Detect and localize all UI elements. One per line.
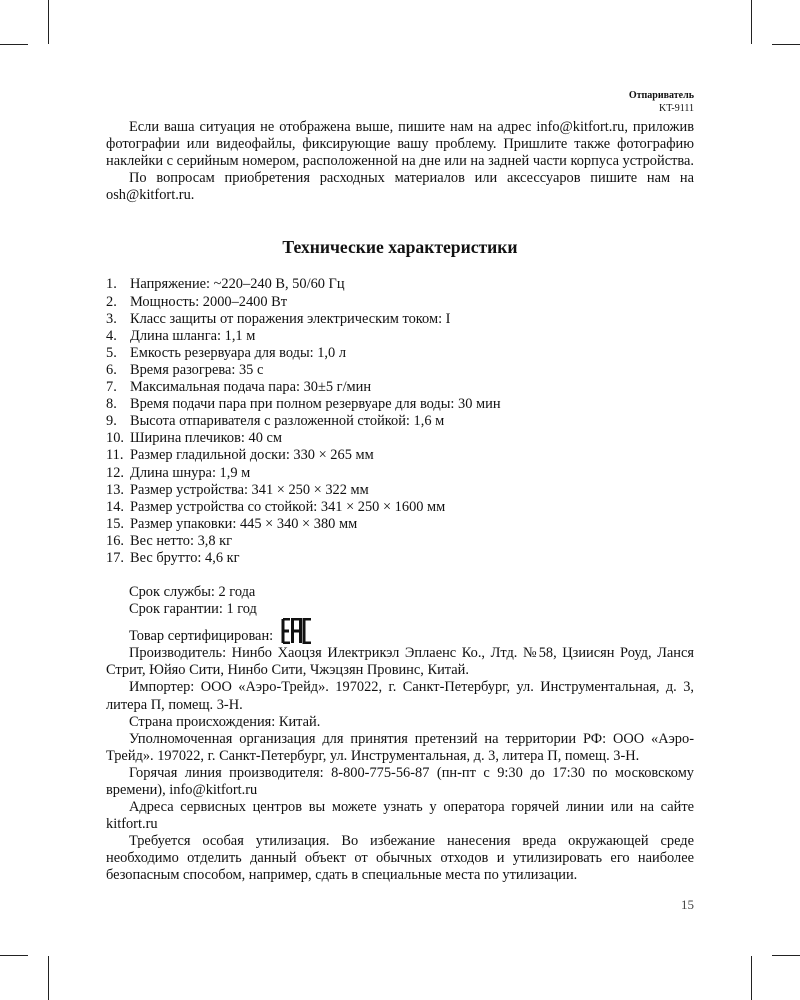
- spec-text: Класс защиты от поражения электрическим током: I: [130, 310, 451, 327]
- spec-number: 10.: [106, 430, 124, 447]
- spec-item: [106, 447, 694, 464]
- intro-paragraph: По вопросам приобретения расходных материалов или аксессуаров пишите нам на osh@kitfort.ru.: [106, 170, 694, 204]
- spec-number: 8.: [106, 396, 117, 413]
- hotline-info: Горячая линия производителя: 8-800-775-56-87 (пн-пт с 9:30 до 17:30 по московскому времени), info@kitfort.ru: [106, 764, 694, 798]
- spec-text: Напряжение: ~220–240 В, 50/60 Гц: [130, 276, 345, 293]
- warranty-period: Срок гарантии: 1 год: [129, 601, 257, 618]
- spec-text: Длина шнура: 1,9 м: [130, 464, 251, 481]
- spec-text: Максимальная подача пара: 30±5 г/мин: [130, 379, 372, 396]
- crop-mark: [0, 44, 28, 45]
- page-content: [106, 119, 694, 885]
- crop-mark: [751, 956, 752, 1000]
- spec-number: 15.: [106, 515, 124, 532]
- spec-number: 1.: [106, 276, 117, 293]
- spec-item: [106, 430, 694, 447]
- product-title: Отпариватель: [628, 90, 694, 101]
- spec-number: 11.: [106, 447, 124, 464]
- crop-mark: [48, 0, 49, 44]
- manufacturer-info: Производитель: Нинбо Хаоцзя Илектрикэл Эплаенс Ко., Лтд. №58, Цзиисян Роуд, Ланся Стрит, Юйяо Сити, Нинбо Сити, Чжэцзян Провинс, Китай.: [106, 645, 694, 679]
- spec-item: [106, 413, 694, 430]
- spec-text: Длина шланга: 1,1 м: [130, 327, 256, 344]
- country-of-origin: Страна происхождения: Китай.: [129, 713, 321, 730]
- certified-label: Товар сертифицирован:: [129, 628, 274, 645]
- spec-number: 9.: [106, 413, 117, 430]
- spec-text: Размер гладильной доски: 330 × 265 мм: [130, 447, 374, 464]
- spec-item: [106, 550, 694, 567]
- spec-item: [106, 465, 694, 482]
- authorized-organization: Уполномоченная организация для принятия претензий на территории РФ: ООО «Аэро-Трейд». 197022, г. Санкт-Петербург, ул. Инструментальная, д. 3, литера П, помещ. 3-Н.: [106, 730, 694, 764]
- spec-text: Время подачи пара при полном резервуаре для воды: 30 мин: [130, 396, 501, 413]
- spec-item: [106, 276, 694, 293]
- spec-item: [106, 516, 694, 533]
- crop-mark: [0, 955, 28, 956]
- spec-number: 4.: [106, 327, 117, 344]
- page-number: 15: [681, 897, 694, 912]
- spec-number: 2.: [106, 293, 117, 310]
- spec-number: 5.: [106, 344, 117, 361]
- spec-number: 3.: [106, 310, 117, 327]
- crop-mark: [772, 955, 800, 956]
- spec-number: 7.: [106, 379, 117, 396]
- spec-text: Время разогрева: 35 с: [130, 361, 264, 378]
- spec-number: 17.: [106, 549, 124, 566]
- intro-paragraph: Если ваша ситуация не отображена выше, пишите нам на адрес info@kitfort.ru, приложив фотографии или видеофайлы, фиксирующие вашу проблему. Пришлите также фотографию наклейки с серийным номером, расположенной на дне или на задней части корпуса устройства.: [106, 119, 694, 170]
- disposal-info: Требуется особая утилизация. Во избежание нанесения вреда окружающей среде необходимо отделить данный объект от обычных отходов и утилизировать его наиболее безопасным способом, например, сдать в специальные места по утилизации.: [106, 833, 694, 884]
- certification-line: [106, 618, 694, 645]
- model-number: KT-9111: [659, 103, 694, 114]
- spec-text: Вес нетто: 3,8 кг: [130, 532, 233, 549]
- crop-mark: [48, 956, 49, 1000]
- importer-info: Импортер: ООО «Аэро-Трейд». 197022, г. Санкт-Петербург, ул. Инструментальная, д. 3, литера П, помещ. 3-Н.: [106, 679, 694, 713]
- spec-list: [106, 276, 694, 567]
- spec-item: [106, 362, 694, 379]
- crop-mark: [772, 44, 800, 45]
- spec-item: [106, 533, 694, 550]
- spec-item: [106, 294, 694, 311]
- spec-item: [106, 499, 694, 516]
- spec-text: Размер упаковки: 445 × 340 × 380 мм: [130, 515, 358, 532]
- running-header: [629, 89, 694, 115]
- spec-text: Размер устройства: 341 × 250 × 322 мм: [130, 481, 369, 498]
- spec-text: Вес брутто: 4,6 кг: [130, 549, 240, 566]
- crop-mark: [751, 0, 752, 44]
- spec-item: [106, 328, 694, 345]
- spec-item: [106, 396, 694, 413]
- service-centers-info: Адреса сервисных центров вы можете узнать у оператора горячей линии или на сайте kitfort.ru: [106, 799, 694, 833]
- spec-item: [106, 311, 694, 328]
- spec-text: Емкость резервуара для воды: 1,0 л: [130, 344, 346, 361]
- spec-text: Размер устройства со стойкой: 341 × 250 × 1600 мм: [130, 498, 446, 515]
- spec-text: Мощность: 2000–2400 Вт: [130, 293, 288, 310]
- spec-text: Ширина плечиков: 40 см: [130, 430, 282, 447]
- eac-mark-icon: [281, 618, 313, 644]
- section-heading: Технические характеристики: [282, 237, 518, 258]
- spec-number: 14.: [106, 498, 124, 515]
- spec-number: 6.: [106, 361, 117, 378]
- spec-item: [106, 379, 694, 396]
- spec-number: 12.: [106, 464, 124, 481]
- spec-item: [106, 345, 694, 362]
- spec-item: [106, 482, 694, 499]
- spec-text: Высота отпаривателя с разложенной стойкой: 1,6 м: [130, 413, 445, 430]
- spec-number: 16.: [106, 532, 124, 549]
- service-life: Срок службы: 2 года: [129, 584, 256, 601]
- spec-number: 13.: [106, 481, 124, 498]
